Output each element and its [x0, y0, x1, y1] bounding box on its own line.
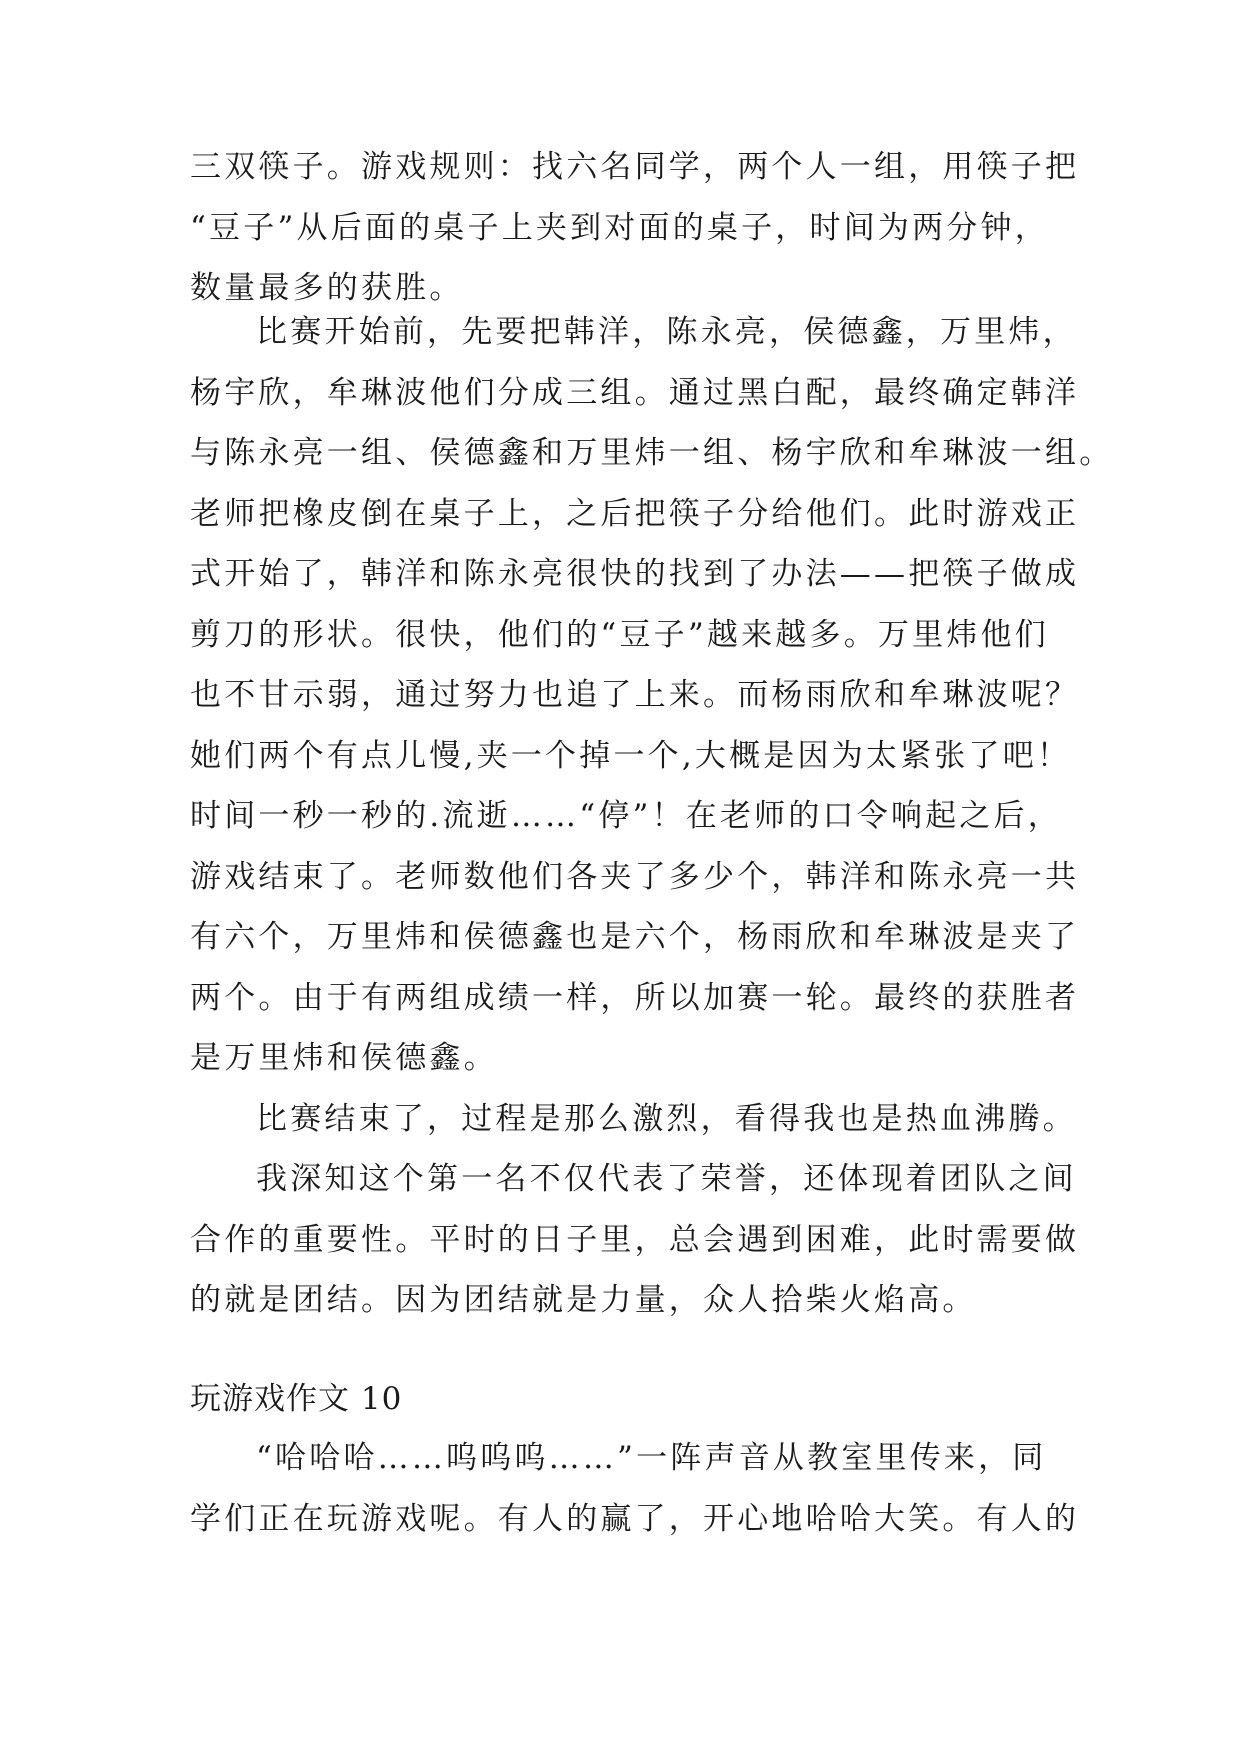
text-line: 学们正在玩游戏呢。有人的赢了，开心地哈哈大笑。有人的	[190, 1500, 1080, 1537]
text-line: 与陈永亮一组、侯德鑫和万里炜一组、杨宇欣和牟琳波一组。	[190, 435, 1114, 471]
text-line: 也不甘示弱，通过努力也追了上来。而杨雨欣和牟琳波呢？	[190, 677, 1080, 713]
text-line: 剪刀的形状。很快，他们的“豆子”越来越多。万里炜他们	[190, 616, 1049, 653]
text-line: 老师把橡皮倒在桌子上，之后把筷子分给他们。此时游戏正	[190, 495, 1080, 532]
text-line: 游戏结束了。老师数他们各夹了多少个，韩洋和陈永亮一共	[190, 858, 1080, 895]
section-heading: 玩游戏作文 10	[190, 1381, 403, 1417]
text-line: “哈哈哈……呜呜呜……”一阵声音从教室里传来，同	[256, 1440, 1047, 1476]
text-line: 我深知这个第一名不仅代表了荣誉，还体现着团队之间	[256, 1161, 1077, 1197]
text-line: 时间一秒一秒的.流逝……“停”！在老师的口令响起之后，	[190, 798, 1062, 834]
text-line: 式开始了，韩洋和陈永亮很快的找到了办法——把筷子做成	[190, 556, 1080, 592]
text-line: 数量最多的获胜。	[190, 270, 464, 306]
paragraph-match	[190, 302, 1114, 1331]
text-line: 合作的重要性。平时的日子里，总会遇到困难，此时需要做	[190, 1221, 1080, 1258]
text-line: 两个。由于有两组成绩一样，所以加赛一轮。最终的获胜者	[190, 979, 1080, 1016]
paragraph-rules	[190, 137, 1080, 319]
paragraph-essay-10	[190, 1428, 1080, 1549]
text-line: 三双筷子。游戏规则：找六名同学，两个人一组，用筷子把	[190, 149, 1080, 185]
text-line: 杨宇欣，牟琳波他们分成三组。通过黑白配，最终确定韩洋	[190, 374, 1080, 411]
text-line: 她们两个有点儿慢,夹一个掉一个,大概是因为太紧张了吧！	[190, 737, 1072, 774]
text-line: 有六个，万里炜和侯德鑫也是六个，杨雨欣和牟琳波是夹了	[190, 919, 1080, 955]
text-line: 是万里炜和侯德鑫。	[190, 1040, 498, 1076]
text-line: 比赛开始前，先要把韩洋，陈永亮，侯德鑫，万里炜，	[256, 314, 1077, 350]
text-line: “豆子”从后面的桌子上夹到对面的桌子，时间为两分钟，	[190, 209, 1049, 246]
text-line: 比赛结束了，过程是那么激烈，看得我也是热血沸腾。	[256, 1100, 1077, 1137]
text-line: 的就是团结。因为团结就是力量，众人拾柴火焰高。	[190, 1282, 977, 1318]
